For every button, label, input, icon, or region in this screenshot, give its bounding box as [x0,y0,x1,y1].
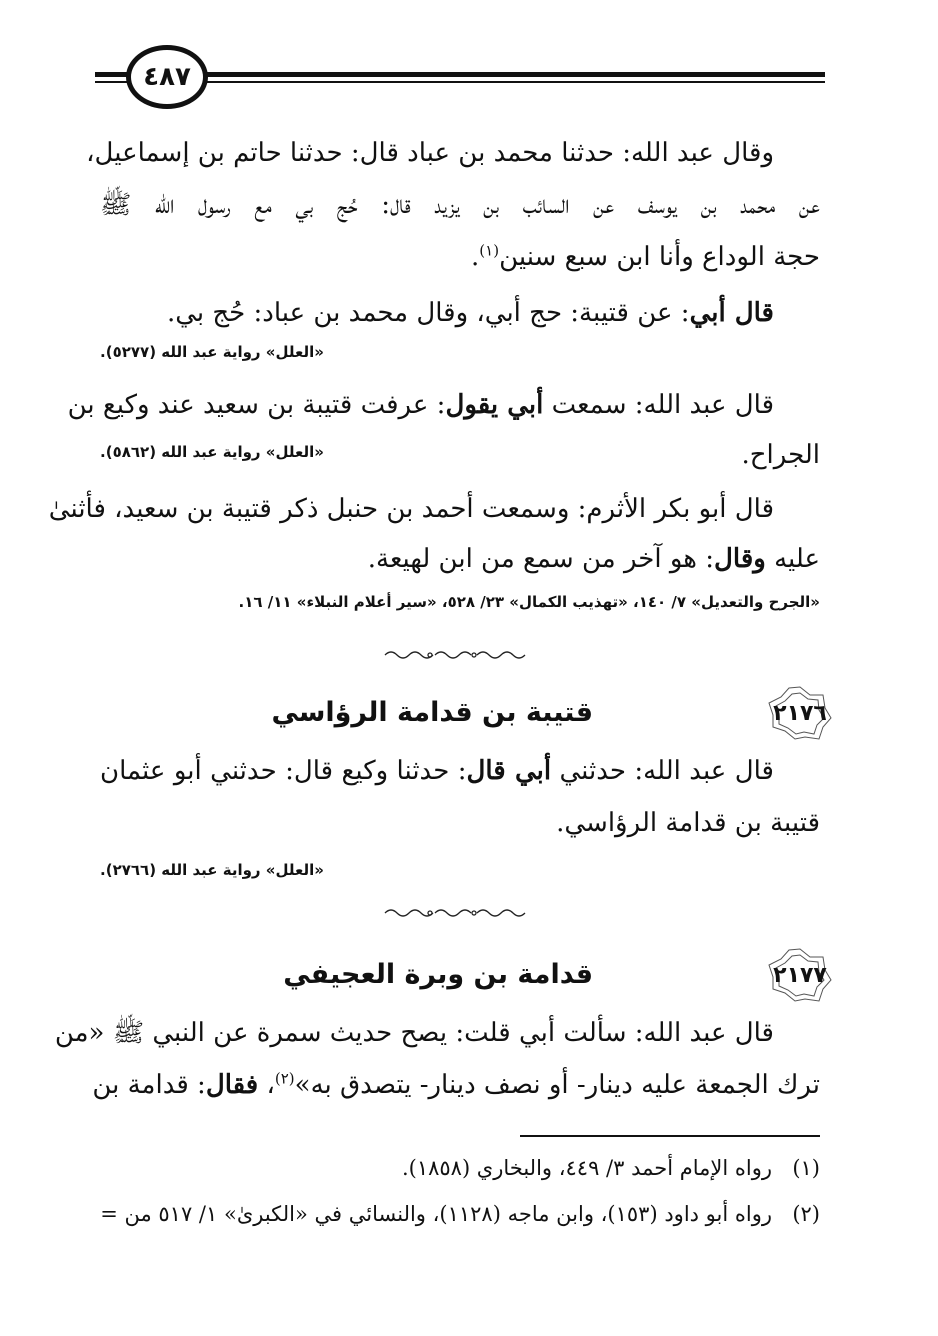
text-span: : عن قتيبة: حج أبي، وقال محمد بن عباد: حُج بي. [166,298,690,328]
text-span: قال عبد الله: حدثني [551,756,774,786]
text-line [100,746,820,796]
text-line [92,1060,820,1110]
text-span: حجة الوداع وأنا ابن سبع سنين [499,242,820,272]
abi-label: قال أبي [689,298,774,328]
text-line [100,288,820,338]
source-citation: «الجرح والتعديل» ٧/ ١٤٠، «تهذيب الكمال» ٢٣/ ٥٢٨، «سير أعلام النبلاء» ١١/ ١٦. [238,593,820,611]
text-line [100,534,820,584]
bold-span: أبي يقول [445,390,544,420]
source-citation: «العلل» رواية عبد الله (٢٧٦٦). [100,861,324,879]
bold-span: فقال [205,1070,259,1100]
text-line: قال أبو بكر الأثرم: وسمعت أحمد بن حنبل ذكر قتيبة بن سعيد، فأثنىٰ [48,494,774,524]
source-citation: «العلل» رواية عبد الله (٥٨٦٢). [100,443,324,461]
entry-number-badge [767,947,833,1003]
text-line: الجراح. [741,440,820,470]
footnote-text: رواه الإمام أحمد ٣/ ٤٤٩، والبخاري (١٨٥٨). [401,1156,772,1180]
text-span: : حدثنا وكيع قال: حدثني أبو عثمان [100,756,467,786]
text-span: ترك الجمعة عليه دينار- أو نصف دينار- يتصدق به» [294,1070,820,1100]
text-span: قال عبد الله: سمعت [543,390,774,420]
source-citation: «العلل» رواية عبد الله (٥٢٧٧). [100,343,324,361]
entry-title: قتيبة بن قدامة الرؤاسي [271,697,593,728]
text-line: عن محمد بن يوسف عن السائب بن يزيد قال: حُج بي مع رسول الله ﷺ [100,190,820,220]
text-line [67,380,820,430]
page-number: ٤٨٧ [143,62,191,92]
section-divider-ornament [380,648,530,662]
footnote-number: (١) [792,1156,820,1180]
text-line: قال عبد الله: سألت أبي قلت: يصح حديث سمرة عن النبي ﷺ «من [54,1018,774,1048]
page-number-badge [126,45,208,109]
footnote-ref: (٢) [274,1069,295,1088]
text-line: قتيبة بن قدامة الرؤاسي. [556,808,820,838]
entry-number-badge [767,685,833,741]
entry-title: قدامة بن وبرة العجيفي [283,959,593,990]
text-span: ، [258,1070,275,1100]
text-line [100,232,820,282]
footnote-ref: (١) [479,241,500,260]
bold-span: وقال [714,544,766,574]
entry-number: ٢١٧٧ [773,962,827,988]
footnote [70,1150,820,1186]
footnote-text: رواه أبو داود (١٥٣)، وابن ماجه (١١٢٨)، والنسائي في «الكبرىٰ» ١/ ٥١٧ من = [100,1202,772,1226]
text-span: : قدامة بن [92,1070,206,1100]
entry-number: ٢١٧٦ [773,700,827,726]
footnote-number: (٢) [792,1202,820,1226]
text-span: عليه [765,544,820,574]
text-line: وقال عبد الله: حدثنا محمد بن عباد قال: حدثنا حاتم بن إسماعيل، [86,138,774,168]
end-mark: . [471,242,480,272]
section-divider-ornament [380,906,530,920]
bold-span: أبي قال [466,756,552,786]
text-span: : عرفت قتيبة بن سعيد عند وكيع بن [67,390,446,420]
text-span: : هو آخر من سمع من ابن لهيعة. [367,544,715,574]
footnote [70,1196,820,1232]
footnote-separator [520,1135,820,1137]
